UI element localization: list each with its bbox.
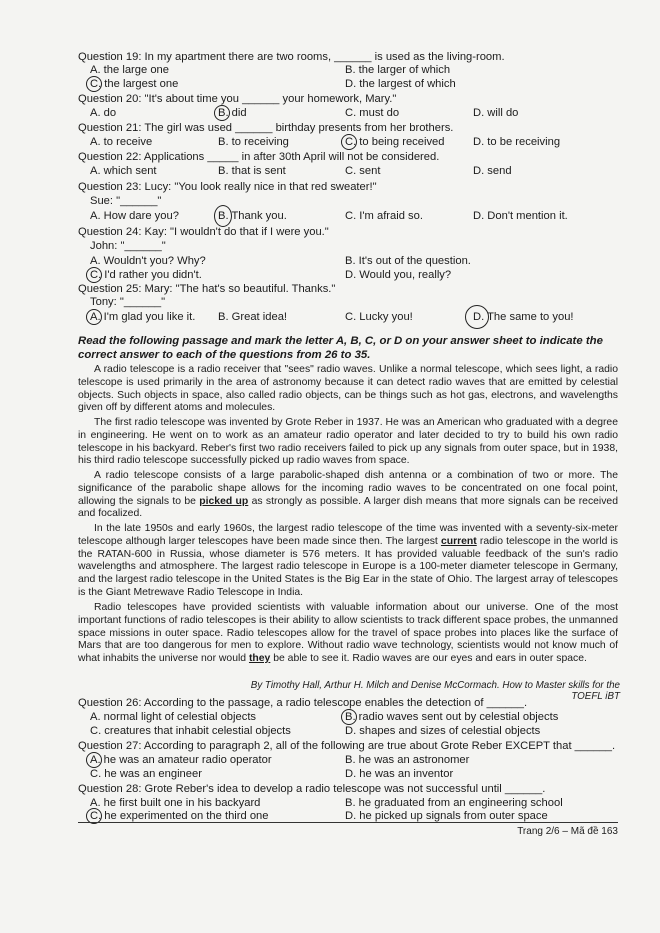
q25-option-d: D. The same to you! — [473, 310, 574, 324]
page-footer: Trang 2/6 – Mã đề 163 — [517, 826, 618, 837]
q28-option-d: D. he picked up signals from outer space — [345, 810, 548, 822]
underlined-word-picked-up: picked up — [199, 495, 249, 507]
q22-option-c: C. sent — [345, 165, 381, 177]
q19-option-a: A. the large one — [90, 64, 169, 76]
question-21-stem: Question 21: The girl was used ______ birthday presents from her brothers. — [78, 122, 454, 134]
question-27-stem: Question 27: According to paragraph 2, all of the following are true about Grote Reber EXCEPT that ______. — [78, 740, 616, 752]
q19-option-c: C. the largest one — [90, 77, 178, 91]
q26-option-a: A. normal light of celestial objects — [90, 711, 257, 723]
q28-option-b: B. he graduated from an engineering school — [345, 797, 563, 809]
q27-option-a: A. he was an amateur radio operator — [90, 753, 272, 767]
q20-option-b: B. did — [218, 106, 247, 120]
answer-circle-mark — [465, 305, 489, 329]
footer-divider — [78, 822, 618, 823]
answer-circle-mark — [341, 134, 357, 150]
passage-paragraph-3: A radio telescope consists of a large parabolic-shaped dish antenna or a combination of two or more. The significance of the parabolic shape allows for the incoming radio waves to be concentrated on one focal point, allowing the signals to be picked up as strongly as possible. A larger dish means that more signals can be received and focalized. — [78, 470, 618, 520]
question-20-stem: Question 20: "It's about time you ______ your homework, Mary." — [78, 93, 397, 105]
question-28-stem: Question 28: Grote Reber's idea to develop a radio telescope was not successful until ______. — [78, 783, 546, 795]
q25-option-b: B. Great idea! — [218, 311, 288, 323]
q28-option-a: A. he first built one in his backyard — [90, 797, 261, 809]
question-26-stem: Question 26: According to the passage, a radio telescope enables the detection of ______. — [78, 697, 528, 709]
q24-option-d: D. Would you, really? — [345, 269, 452, 281]
q22-option-d: D. send — [473, 165, 512, 177]
q24-option-a: A. Wouldn't you? Why? — [90, 255, 206, 267]
q27-option-d: D. he was an inventor — [345, 768, 454, 780]
q22-option-a: A. which sent — [90, 165, 157, 177]
q24-option-b: B. It's out of the question. — [345, 255, 471, 267]
q23-option-c: C. I'm afraid so. — [345, 210, 423, 222]
q25-speaker: Tony: "______" — [90, 296, 166, 308]
answer-circle-mark — [86, 752, 102, 768]
q28-option-c: C. he experimented on the third one — [90, 809, 269, 823]
q21-option-b: B. to receiving — [218, 136, 289, 148]
q26-option-b: B. radio waves sent out by celestial objects — [345, 710, 558, 724]
underlined-word-they: they — [248, 653, 271, 665]
q21-option-d: D. to be receiving — [473, 136, 561, 148]
passage-paragraph-1: A radio telescope is a radio receiver that "sees" radio waves. Unlike a normal telescope, which sees light, a radio telescope is used primarily in the area of astronomy because it can detect radio waves that are emitted by celestial objects. Such objects in space, also called radio objects, can be things such as hot gas, electrons, and wavelengths given off by different atoms and molecules. — [78, 364, 618, 414]
q27-option-c: C. he was an engineer — [90, 768, 202, 780]
answer-circle-mark — [86, 267, 102, 283]
question-25-stem: Question 25: Mary: "The hat's so beautiful. Thanks." — [78, 283, 336, 295]
q24-speaker: John: "______" — [90, 240, 166, 252]
q21-option-a: A. to receive — [90, 136, 153, 148]
q19-option-b: B. the larger of which — [345, 64, 451, 76]
q24-option-c: C. I'd rather you didn't. — [90, 268, 202, 282]
q20-option-a: A. do — [90, 107, 117, 119]
passage-paragraph-4: In the late 1950s and early 1960s, the largest radio telescope of the time was invented with a seventy-six-meter telescope although larger telescopes have been made since then. The largest current radio telescope in the world is the RATAN-600 in Russia, whose diameter is 576 meters. It has provided valuable feedback of the sun's radio wavelengths and atmosphere. The largest radio telescope in Europe is a 100-meter diameter telescope in Germany, and the largest radio telescope in the United States is the Big Ear in the state of Ohio. The largest array of telescopes is the Giant Metrewave Radio Telescope in India. — [78, 523, 618, 598]
passage-paragraph-2: The first radio telescope was invented by Grote Reber in 1937. He was an American who graduated with a degree in engineering. He went on to work as an amateur radio operator and later decided to try to build his own radio telescope in his backyard. Reber's first two radio receivers failed to pick up any signals from outer space, but in 1938, his third radio telescope successfully picked up radio waves from space. — [78, 417, 618, 467]
reading-instruction: Read the following passage and mark the letter A, B, C, or D on your answer sheet to indicate the correct answer to each of the questions from 26 to 35. — [78, 335, 603, 361]
q23-option-a: A. How dare you? — [90, 210, 179, 222]
q27-option-b: B. he was an astronomer — [345, 754, 470, 766]
question-19-stem: Question 19: In my apartment there are two rooms, ______ is used as the living-room. — [78, 51, 505, 63]
q23-speaker: Sue: "______" — [90, 195, 162, 207]
q23-option-b: B. Thank you. — [218, 209, 287, 223]
answer-circle-mark — [341, 709, 357, 725]
answer-circle-mark — [86, 76, 102, 92]
question-22-stem: Question 22: Applications _____ in after 30th April will not be considered. — [78, 151, 440, 163]
question-24-stem: Question 24: Kay: "I wouldn't do that if I were you." — [78, 226, 329, 238]
question-23-stem: Question 23: Lucy: "You look really nice in that red sweater!" — [78, 181, 377, 193]
q25-option-a: A. I'm glad you like it. — [90, 310, 195, 324]
q25-option-c: C. Lucky you! — [345, 311, 413, 323]
q26-option-c: C. creatures that inhabit celestial objects — [90, 725, 291, 737]
q23-option-d: D. Don't mention it. — [473, 210, 568, 222]
underlined-word-current: current — [440, 535, 477, 547]
answer-circle-mark — [214, 205, 232, 227]
answer-circle-mark — [214, 105, 230, 121]
q20-option-c: C. must do — [345, 107, 400, 119]
q20-option-d: D. will do — [473, 107, 519, 119]
q22-option-b: B. that is sent — [218, 165, 286, 177]
q26-option-d: D. shapes and sizes of celestial objects — [345, 725, 541, 737]
passage-citation: By Timothy Hall, Arthur H. Milch and Denise McCormach. How to Master skills for the TOEFL iBT — [250, 680, 620, 702]
answer-circle-mark — [86, 309, 102, 325]
q21-option-c: C. to being received — [345, 135, 445, 149]
q19-option-d: D. the largest of which — [345, 78, 456, 90]
passage-paragraph-5: Radio telescopes have provided scientists with valuable information about our universe. One of the most important functions of radio telescopes is their ability to allow scientists to track different space probes, the unmanned space missions in outer space. Radio telescopes allow for the travel of space probes into places like the surface of Mars that are too dangerous for men to explore. Without radio wave technology, scientists would not know much of what inhabits the universe nor would they be able to see it. Radio waves are our eyes and ears in outer space. — [78, 602, 618, 665]
